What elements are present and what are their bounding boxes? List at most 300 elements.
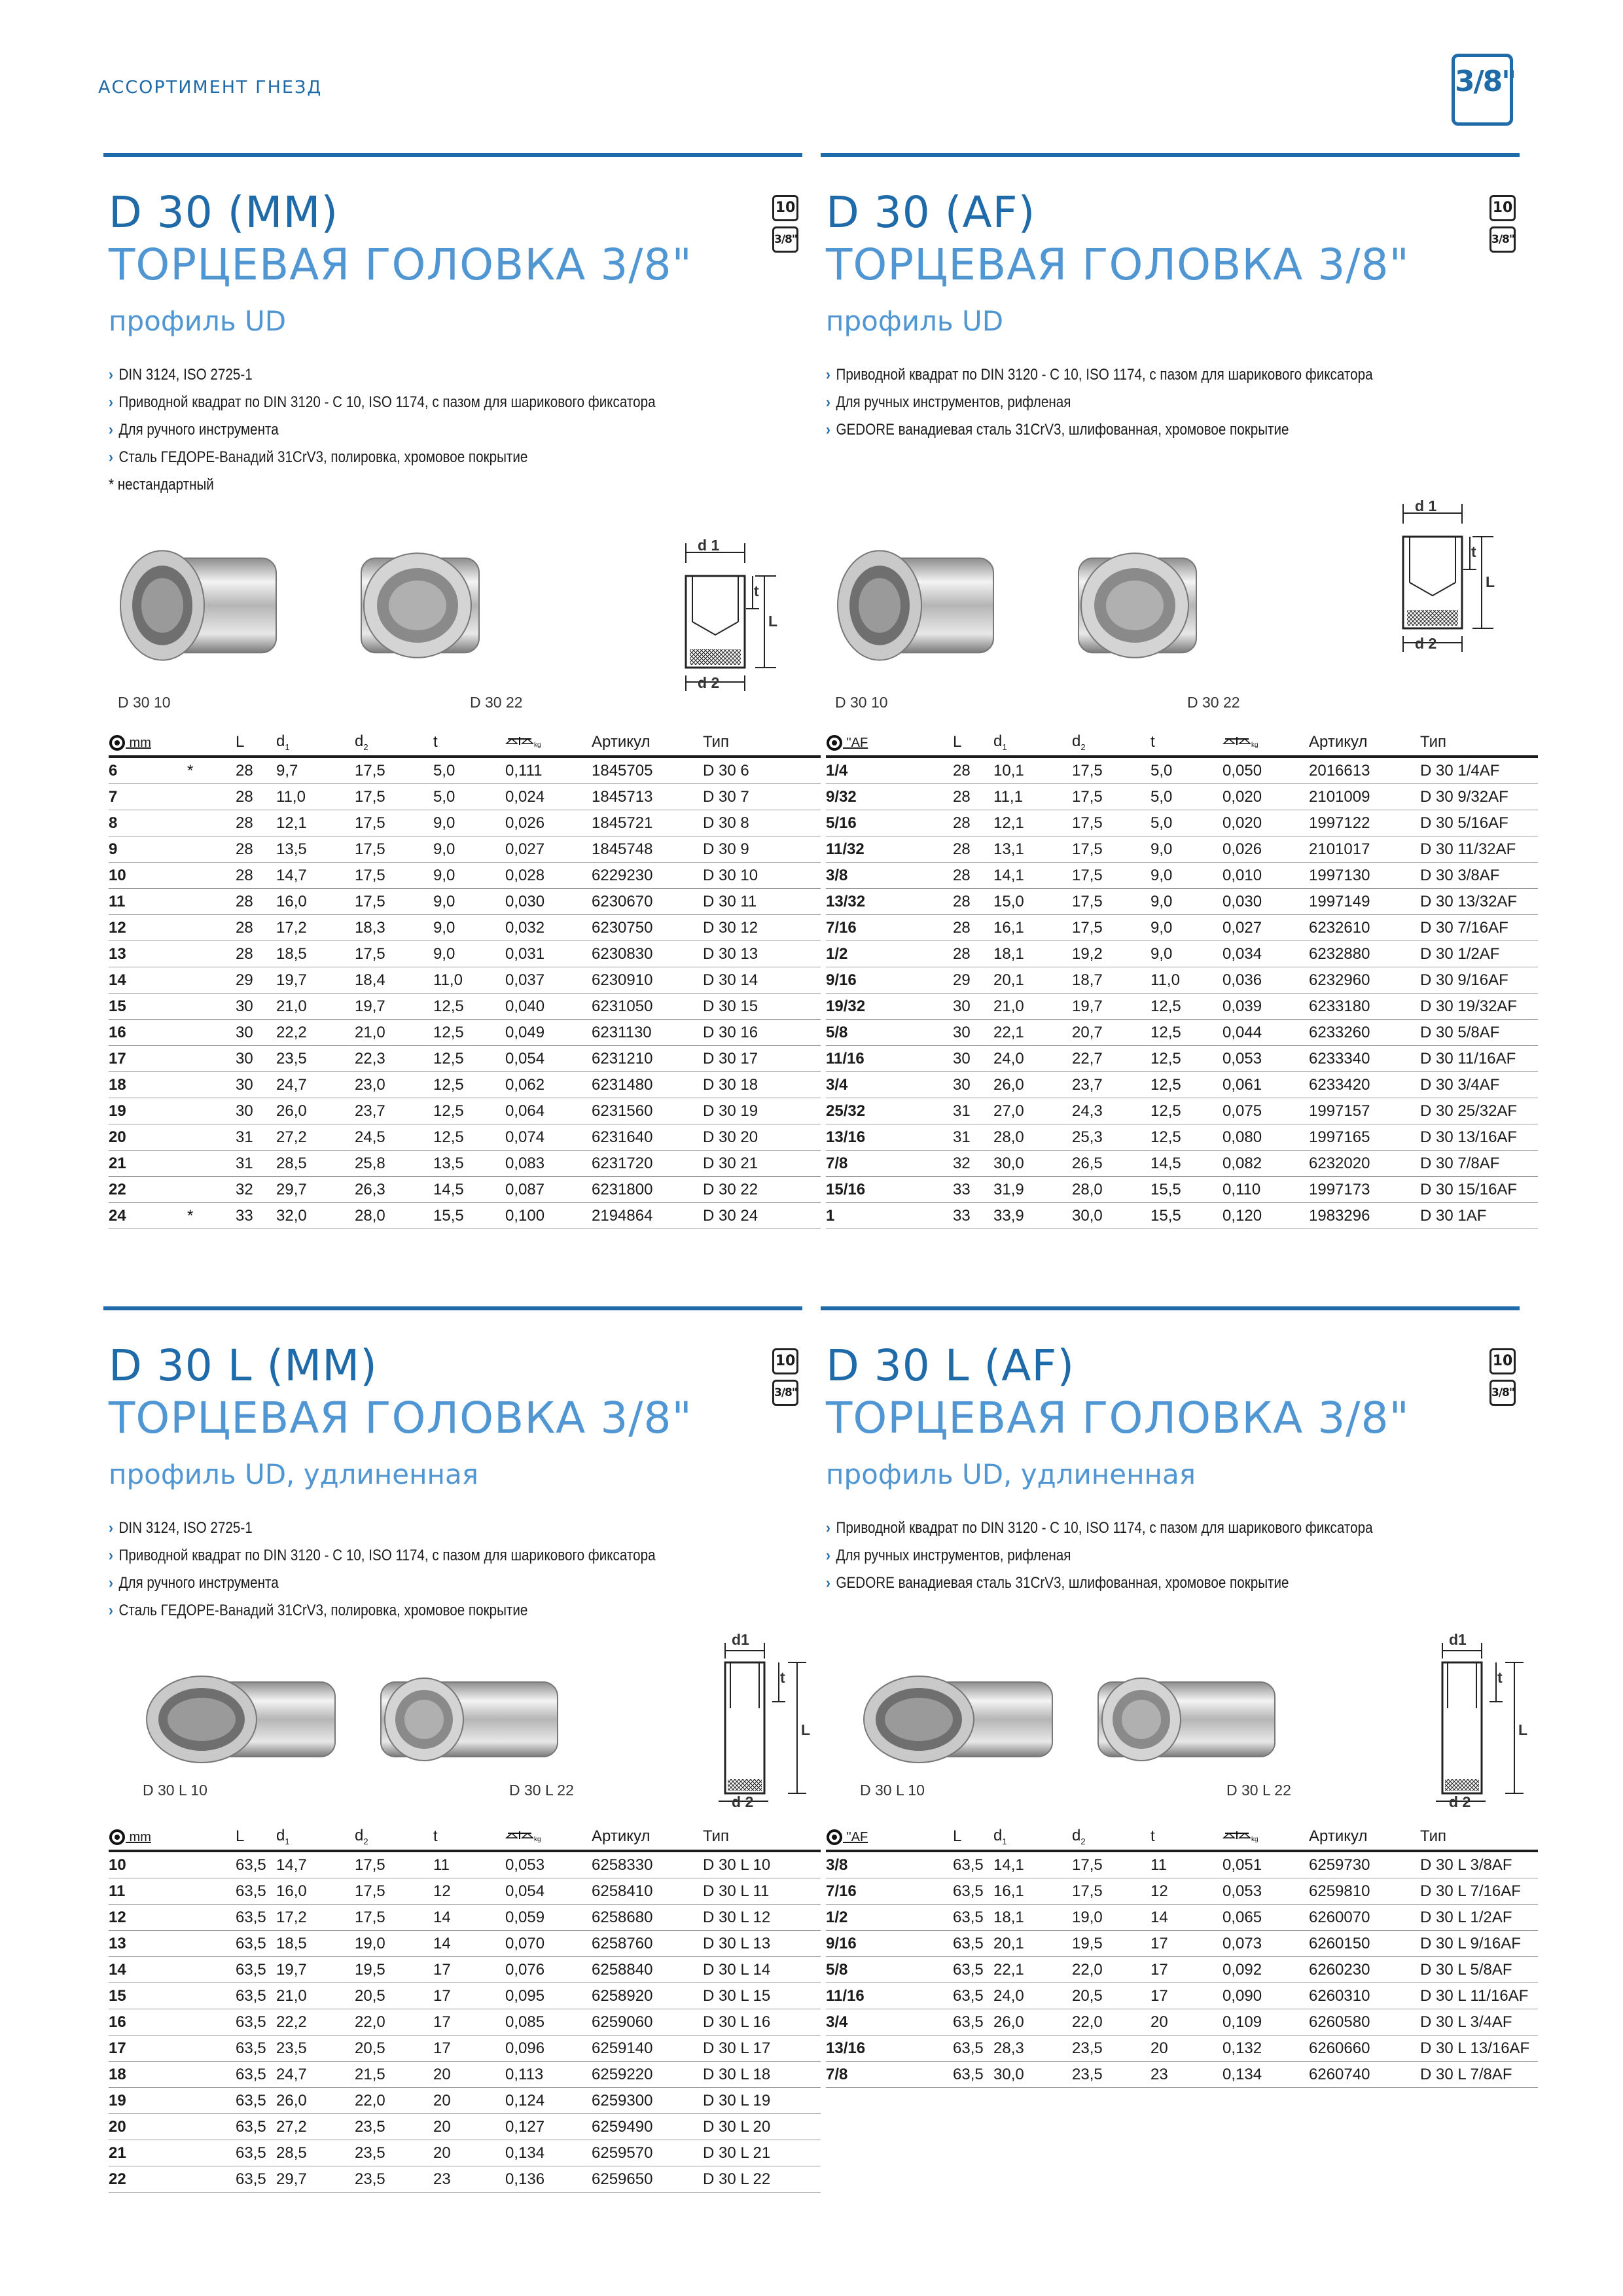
table-cell — [187, 1931, 236, 1957]
size-unit-label: "AF — [843, 1830, 868, 1844]
table-cell: 11/32 — [826, 836, 904, 863]
table-cell: 63,5 — [236, 1931, 276, 1957]
table-cell: 17,5 — [355, 1905, 433, 1931]
table-cell: 17,5 — [1072, 757, 1150, 784]
feature-text: DIN 3124, ISO 2725-1 — [118, 1519, 253, 1537]
table-cell: 24,5 — [355, 1124, 433, 1151]
col-t-header: t — [1150, 1823, 1222, 1851]
dimension-diagram — [666, 537, 797, 697]
table-cell: 18,4 — [355, 967, 433, 994]
feature-text: GEDORE ванадиевая сталь 31CrV3, шлифованная, хромовое покрытие — [836, 421, 1289, 439]
table-cell: 6259060 — [592, 2009, 703, 2036]
table-cell: 0,050 — [1222, 757, 1309, 784]
table-cell: 28 — [953, 915, 993, 941]
subscript-index: 1 — [285, 742, 290, 752]
table-header-row — [109, 1823, 821, 1851]
table-cell — [904, 1957, 953, 1983]
table-cell: 6260580 — [1309, 2009, 1420, 2036]
table-row — [826, 1905, 1538, 1931]
drive-size-badge: 3/8" — [1489, 226, 1516, 253]
table-cell: 32 — [236, 1177, 276, 1203]
table-row — [109, 757, 821, 784]
table-cell — [187, 810, 236, 836]
product-code-title: D 30 (AF) — [826, 187, 1036, 238]
table-cell: 0,034 — [1222, 941, 1309, 967]
table-cell: 1845713 — [592, 784, 703, 810]
table-cell: 63,5 — [236, 1851, 276, 1878]
col-d2-header — [1072, 729, 1150, 757]
table-cell: 19,7 — [1072, 994, 1150, 1020]
table-cell: 22,0 — [1072, 1957, 1150, 1983]
table-cell: 22,0 — [355, 2088, 433, 2114]
table-cell: 33 — [953, 1177, 993, 1203]
table-cell: 7/8 — [826, 1151, 904, 1177]
table-cell: D 30 13/16AF — [1420, 1124, 1538, 1151]
table-cell: 63,5 — [236, 2166, 276, 2193]
subscript-index: 1 — [1002, 1836, 1007, 1846]
spec-table — [826, 1823, 1538, 2088]
table-cell: D 30 L 10 — [703, 1851, 821, 1878]
subscript-index: 1 — [285, 1836, 290, 1846]
table-cell: 0,059 — [505, 1905, 592, 1931]
table-cell: 12,5 — [1150, 1072, 1222, 1098]
table-cell: 31 — [953, 1124, 993, 1151]
table-cell: 10,1 — [993, 757, 1072, 784]
table-cell: 5,0 — [1150, 784, 1222, 810]
table-cell: 24,3 — [1072, 1098, 1150, 1124]
table-cell: 6231210 — [592, 1046, 703, 1072]
table-cell: 13,5 — [276, 836, 355, 863]
table-cell — [187, 836, 236, 863]
table-cell: 17,5 — [355, 1851, 433, 1878]
table-cell: 21,0 — [355, 1020, 433, 1046]
table-cell: 22 — [109, 2166, 187, 2193]
product-name-title: ТОРЦЕВАЯ ГОЛОВКА 3/8" — [826, 240, 1410, 290]
drive-size-badge: 3/8" — [772, 1380, 798, 1406]
table-cell: D 30 19/32AF — [1420, 994, 1538, 1020]
table-cell: 23,5 — [355, 2166, 433, 2193]
table-cell: 12,1 — [993, 810, 1072, 836]
table-cell: 26,3 — [355, 1177, 433, 1203]
feature-item — [826, 1542, 1373, 1570]
table-cell: 15 — [109, 1983, 187, 2009]
logo-text: 3/8" — [1455, 65, 1516, 98]
diagram-d2-label: d 2 — [732, 1793, 754, 1810]
table-cell: 28 — [953, 784, 993, 810]
table-cell: 25,8 — [355, 1151, 433, 1177]
table-cell: D 30 11 — [703, 889, 821, 915]
table-cell: 0,080 — [1222, 1124, 1309, 1151]
table-cell: 1997130 — [1309, 863, 1420, 889]
table-cell: 17,2 — [276, 1905, 355, 1931]
table-row — [826, 1878, 1538, 1905]
table-cell: 21 — [109, 1151, 187, 1177]
col-L-header: L — [953, 1823, 993, 1851]
table-cell: 6230750 — [592, 915, 703, 941]
table-cell: D 30 14 — [703, 967, 821, 994]
subscript-label: d — [276, 1827, 285, 1845]
table-cell: 15,0 — [993, 889, 1072, 915]
table-cell: 9,0 — [433, 915, 505, 941]
table-cell: 29 — [236, 967, 276, 994]
table-row — [109, 1905, 821, 1931]
dimension-diagram — [1423, 1631, 1554, 1810]
product-name-title: ТОРЦЕВАЯ ГОЛОВКА 3/8" — [109, 240, 692, 290]
table-cell: 0,134 — [505, 2140, 592, 2166]
table-cell: 63,5 — [953, 1905, 993, 1931]
table-cell: 6233180 — [1309, 994, 1420, 1020]
table-cell: 14 — [433, 1905, 505, 1931]
table-cell: 23,5 — [1072, 2062, 1150, 2088]
table-cell: D 30 20 — [703, 1124, 821, 1151]
table-cell: 5/8 — [826, 1957, 904, 1983]
section-divider — [821, 153, 1520, 157]
table-cell: 17,5 — [1072, 784, 1150, 810]
table-cell: 6231130 — [592, 1020, 703, 1046]
table-cell: 28 — [953, 810, 993, 836]
table-row — [109, 784, 821, 810]
col-d1-header — [993, 1823, 1072, 1851]
table-cell — [187, 2088, 236, 2114]
table-cell: 20 — [1150, 2036, 1222, 2062]
feature-item — [826, 361, 1373, 389]
table-row — [109, 1203, 821, 1229]
table-cell: 18,5 — [276, 941, 355, 967]
table-cell — [904, 2036, 953, 2062]
table-row — [109, 1098, 821, 1124]
table-row — [826, 2036, 1538, 2062]
table-cell: 0,053 — [1222, 1046, 1309, 1072]
table-cell: 29 — [953, 967, 993, 994]
table-cell: D 30 L 9/16AF — [1420, 1931, 1538, 1957]
table-cell: 3/4 — [826, 2009, 904, 2036]
table-cell: 63,5 — [236, 2062, 276, 2088]
table-row — [826, 836, 1538, 863]
bullet-arrow-icon: › — [109, 393, 113, 411]
table-cell: 28,3 — [993, 2036, 1072, 2062]
product-code-title: D 30 L (AF) — [826, 1340, 1075, 1391]
table-cell — [904, 863, 953, 889]
table-cell: 1 — [826, 1203, 904, 1229]
table-cell: 21,0 — [993, 994, 1072, 1020]
table-cell: 7/8 — [826, 2062, 904, 2088]
spec-table — [109, 1823, 821, 2193]
table-header-row — [109, 729, 821, 757]
table-cell: 11/16 — [826, 1983, 904, 2009]
table-row — [826, 784, 1538, 810]
table-cell: 30 — [953, 994, 993, 1020]
table-cell: 6258760 — [592, 1931, 703, 1957]
table-cell: 0,127 — [505, 2114, 592, 2140]
table-cell: 18,1 — [993, 1905, 1072, 1931]
table-cell — [187, 1851, 236, 1878]
table-row — [826, 941, 1538, 967]
table-cell: 0,053 — [1222, 1878, 1309, 1905]
table-cell — [904, 836, 953, 863]
table-cell: 20,5 — [355, 1983, 433, 2009]
table-row — [826, 1046, 1538, 1072]
table-cell: 63,5 — [236, 2114, 276, 2140]
table-cell: 16,0 — [276, 1878, 355, 1905]
col-d1-header — [276, 1823, 355, 1851]
table-cell: 0,095 — [505, 1983, 592, 2009]
table-cell: 19,5 — [1072, 1931, 1150, 1957]
table-cell: 6260230 — [1309, 1957, 1420, 1983]
photo-caption: D 30 10 — [835, 694, 888, 711]
table-cell: 30 — [236, 1046, 276, 1072]
feature-text: Для ручных инструментов, рифленая — [836, 1547, 1071, 1564]
table-cell: 6233260 — [1309, 1020, 1420, 1046]
table-cell: 6260310 — [1309, 1983, 1420, 2009]
table-cell: 6230670 — [592, 889, 703, 915]
table-cell: 6231480 — [592, 1072, 703, 1098]
table-row — [826, 915, 1538, 941]
table-cell: 18,5 — [276, 1931, 355, 1957]
table-cell: D 30 L 3/4AF — [1420, 2009, 1538, 2036]
table-cell — [904, 757, 953, 784]
table-row — [826, 2009, 1538, 2036]
table-cell: 6231640 — [592, 1124, 703, 1151]
table-row — [826, 810, 1538, 836]
table-cell: 22,7 — [1072, 1046, 1150, 1072]
table-row — [826, 889, 1538, 915]
socket-photo — [359, 543, 516, 671]
subscript-label: d — [993, 732, 1003, 751]
table-cell — [904, 810, 953, 836]
table-cell: 19,7 — [276, 1957, 355, 1983]
table-cell: 5,0 — [433, 757, 505, 784]
table-cell: 13/32 — [826, 889, 904, 915]
table-cell: 63,5 — [953, 1983, 993, 2009]
table-cell: 11,0 — [1150, 967, 1222, 994]
section-divider — [821, 1306, 1520, 1310]
table-cell: 13 — [109, 941, 187, 967]
table-cell: 23 — [1150, 2062, 1222, 2088]
table-cell: 6259570 — [592, 2140, 703, 2166]
table-cell: 11/16 — [826, 1046, 904, 1072]
weight-unit: kg — [1251, 742, 1258, 749]
table-cell — [187, 2166, 236, 2193]
col-weight-header — [505, 729, 592, 757]
table-cell: 28 — [236, 810, 276, 836]
table-cell: 1997157 — [1309, 1098, 1420, 1124]
table-row — [109, 2114, 821, 2140]
table-cell: 21,0 — [276, 1983, 355, 2009]
col-L-header: L — [236, 1823, 276, 1851]
feature-text: Приводной квадрат по DIN 3120 - C 10, ISO 1174, с пазом для шарикового фиксатора — [836, 366, 1373, 384]
table-cell: D 30 L 13/16AF — [1420, 2036, 1538, 2062]
feature-item — [826, 1570, 1373, 1597]
table-cell: * — [187, 1203, 236, 1229]
table-cell: D 30 15/16AF — [1420, 1177, 1538, 1203]
table-cell: 28 — [236, 889, 276, 915]
table-cell — [904, 1046, 953, 1072]
dimension-diagram — [705, 1631, 836, 1810]
table-cell: 30 — [236, 1098, 276, 1124]
col-t-header: t — [433, 1823, 505, 1851]
table-cell: D 30 L 18 — [703, 2062, 821, 2088]
col-weight-header — [1222, 729, 1309, 757]
subscript-label: d — [355, 1827, 364, 1845]
table-cell: 17 — [1150, 1931, 1222, 1957]
socket-profile-icon — [826, 734, 843, 751]
table-cell: 0,020 — [1222, 784, 1309, 810]
table-cell: 5,0 — [433, 784, 505, 810]
drive-code-badge: 10 — [1489, 195, 1516, 221]
table-row — [109, 2088, 821, 2114]
table-cell: 28 — [953, 757, 993, 784]
table-cell: 20 — [433, 2088, 505, 2114]
table-cell: 6230910 — [592, 967, 703, 994]
feature-item — [109, 1542, 656, 1570]
table-cell: 28 — [236, 757, 276, 784]
bullet-arrow-icon: › — [109, 421, 113, 439]
table-cell: 9/16 — [826, 967, 904, 994]
diagram-L-label: L — [768, 613, 778, 630]
table-cell: 17,5 — [1072, 1878, 1150, 1905]
table-cell: 15,5 — [433, 1203, 505, 1229]
feature-item — [109, 444, 656, 471]
table-cell: 0,111 — [505, 757, 592, 784]
table-cell: 1997165 — [1309, 1124, 1420, 1151]
section-divider — [103, 153, 802, 157]
table-cell: 12 — [109, 915, 187, 941]
table-cell: 6232610 — [1309, 915, 1420, 941]
table-cell — [187, 1905, 236, 1931]
table-cell: 31 — [236, 1124, 276, 1151]
table-cell: 18 — [109, 2062, 187, 2088]
col-size-header — [826, 1823, 904, 1851]
table-cell: 63,5 — [236, 1957, 276, 1983]
table-cell: D 30 L 7/8AF — [1420, 2062, 1538, 2088]
scale-icon — [1222, 736, 1251, 750]
table-cell: 0,092 — [1222, 1957, 1309, 1983]
table-cell: 16 — [109, 1020, 187, 1046]
table-row — [109, 810, 821, 836]
table-cell: 30,0 — [993, 1151, 1072, 1177]
table-cell: D 30 3/8AF — [1420, 863, 1538, 889]
table-cell: 6258330 — [592, 1851, 703, 1878]
col-d1-header — [993, 729, 1072, 757]
table-cell: 23,5 — [276, 1046, 355, 1072]
col-size-header — [826, 729, 904, 757]
table-cell: 19,2 — [1072, 941, 1150, 967]
table-cell — [187, 2114, 236, 2140]
bullet-arrow-icon: › — [109, 366, 113, 384]
table-row — [826, 1203, 1538, 1229]
table-cell: 6231050 — [592, 994, 703, 1020]
size-unit-label: mm — [126, 1830, 151, 1844]
feature-item — [109, 1515, 656, 1542]
table-cell — [904, 1177, 953, 1203]
photo-caption: D 30 L 22 — [509, 1782, 574, 1799]
table-cell: 12,5 — [433, 1020, 505, 1046]
table-cell: 0,073 — [1222, 1931, 1309, 1957]
table-cell: 19/32 — [826, 994, 904, 1020]
section-label: АССОРТИМЕНТ ГНЕЗД — [98, 77, 323, 98]
table-cell — [904, 889, 953, 915]
table-cell: 30 — [236, 994, 276, 1020]
table-cell: 31 — [236, 1151, 276, 1177]
feature-item — [826, 1515, 1373, 1542]
table-cell: 19,0 — [355, 1931, 433, 1957]
table-cell — [904, 994, 953, 1020]
table-cell: 0,010 — [1222, 863, 1309, 889]
table-cell: 0,120 — [1222, 1203, 1309, 1229]
table-cell: 15,5 — [1150, 1177, 1222, 1203]
table-cell — [187, 1124, 236, 1151]
table-cell: D 30 9/32AF — [1420, 784, 1538, 810]
col-weight-header — [1222, 1823, 1309, 1851]
diagram-d2-label: d 2 — [1415, 635, 1437, 652]
col-d1-header — [276, 729, 355, 757]
table-cell — [187, 967, 236, 994]
table-cell: 14,5 — [433, 1177, 505, 1203]
table-cell — [187, 863, 236, 889]
table-cell: 14,1 — [993, 1851, 1072, 1878]
product-code-title: D 30 (MM) — [109, 187, 339, 238]
table-row — [109, 2036, 821, 2062]
weight-unit: kg — [534, 742, 541, 749]
size-unit-label: mm — [126, 736, 151, 750]
feature-text: Сталь ГЕДОРЕ-Ванадий 31CrV3, полировка, хромовое покрытие — [118, 1602, 528, 1619]
socket-photo — [116, 543, 280, 671]
product-subtitle: профиль UD — [109, 305, 287, 337]
table-cell: D 30 10 — [703, 863, 821, 889]
table-cell: 63,5 — [953, 1878, 993, 1905]
table-cell: 8 — [109, 810, 187, 836]
table-cell — [904, 1020, 953, 1046]
table-cell: 25,3 — [1072, 1124, 1150, 1151]
weight-unit: kg — [534, 1836, 541, 1843]
table-cell: 3/8 — [826, 863, 904, 889]
table-row — [109, 1020, 821, 1046]
table-cell: 16,1 — [993, 1878, 1072, 1905]
col-d2-header — [355, 1823, 433, 1851]
table-cell: 17,2 — [276, 915, 355, 941]
table-cell: D 30 9 — [703, 836, 821, 863]
socket-photo — [143, 1670, 339, 1772]
table-cell: 5,0 — [1150, 757, 1222, 784]
table-cell — [904, 1983, 953, 2009]
table-cell: 12 — [1150, 1878, 1222, 1905]
table-cell — [187, 2009, 236, 2036]
table-cell: 0,061 — [1222, 1072, 1309, 1098]
table-cell: 12,5 — [433, 1046, 505, 1072]
table-cell: D 30 15 — [703, 994, 821, 1020]
table-cell: 17,5 — [1072, 1851, 1150, 1878]
table-cell: D 30 12 — [703, 915, 821, 941]
col-type-header: Тип — [703, 729, 821, 757]
col-d2-header — [1072, 1823, 1150, 1851]
photo-caption: D 30 22 — [470, 694, 523, 711]
table-cell: 22,2 — [276, 1020, 355, 1046]
table-cell: 9,0 — [1150, 836, 1222, 863]
table-cell: 0,065 — [1222, 1905, 1309, 1931]
table-cell: 6233420 — [1309, 1072, 1420, 1098]
feature-text: DIN 3124, ISO 2725-1 — [118, 366, 253, 384]
feature-text: Для ручного инструмента — [118, 421, 279, 439]
table-cell: 17 — [433, 2009, 505, 2036]
table-cell: D 30 1/2AF — [1420, 941, 1538, 967]
socket-profile-icon — [109, 734, 126, 751]
table-cell: 26,5 — [1072, 1151, 1150, 1177]
table-cell: 18,1 — [993, 941, 1072, 967]
table-cell: 28,0 — [1072, 1177, 1150, 1203]
drive-code-badge: 10 — [772, 195, 798, 221]
table-cell: 6260740 — [1309, 2062, 1420, 2088]
drive-size-badge: 3/8" — [1489, 1380, 1516, 1406]
